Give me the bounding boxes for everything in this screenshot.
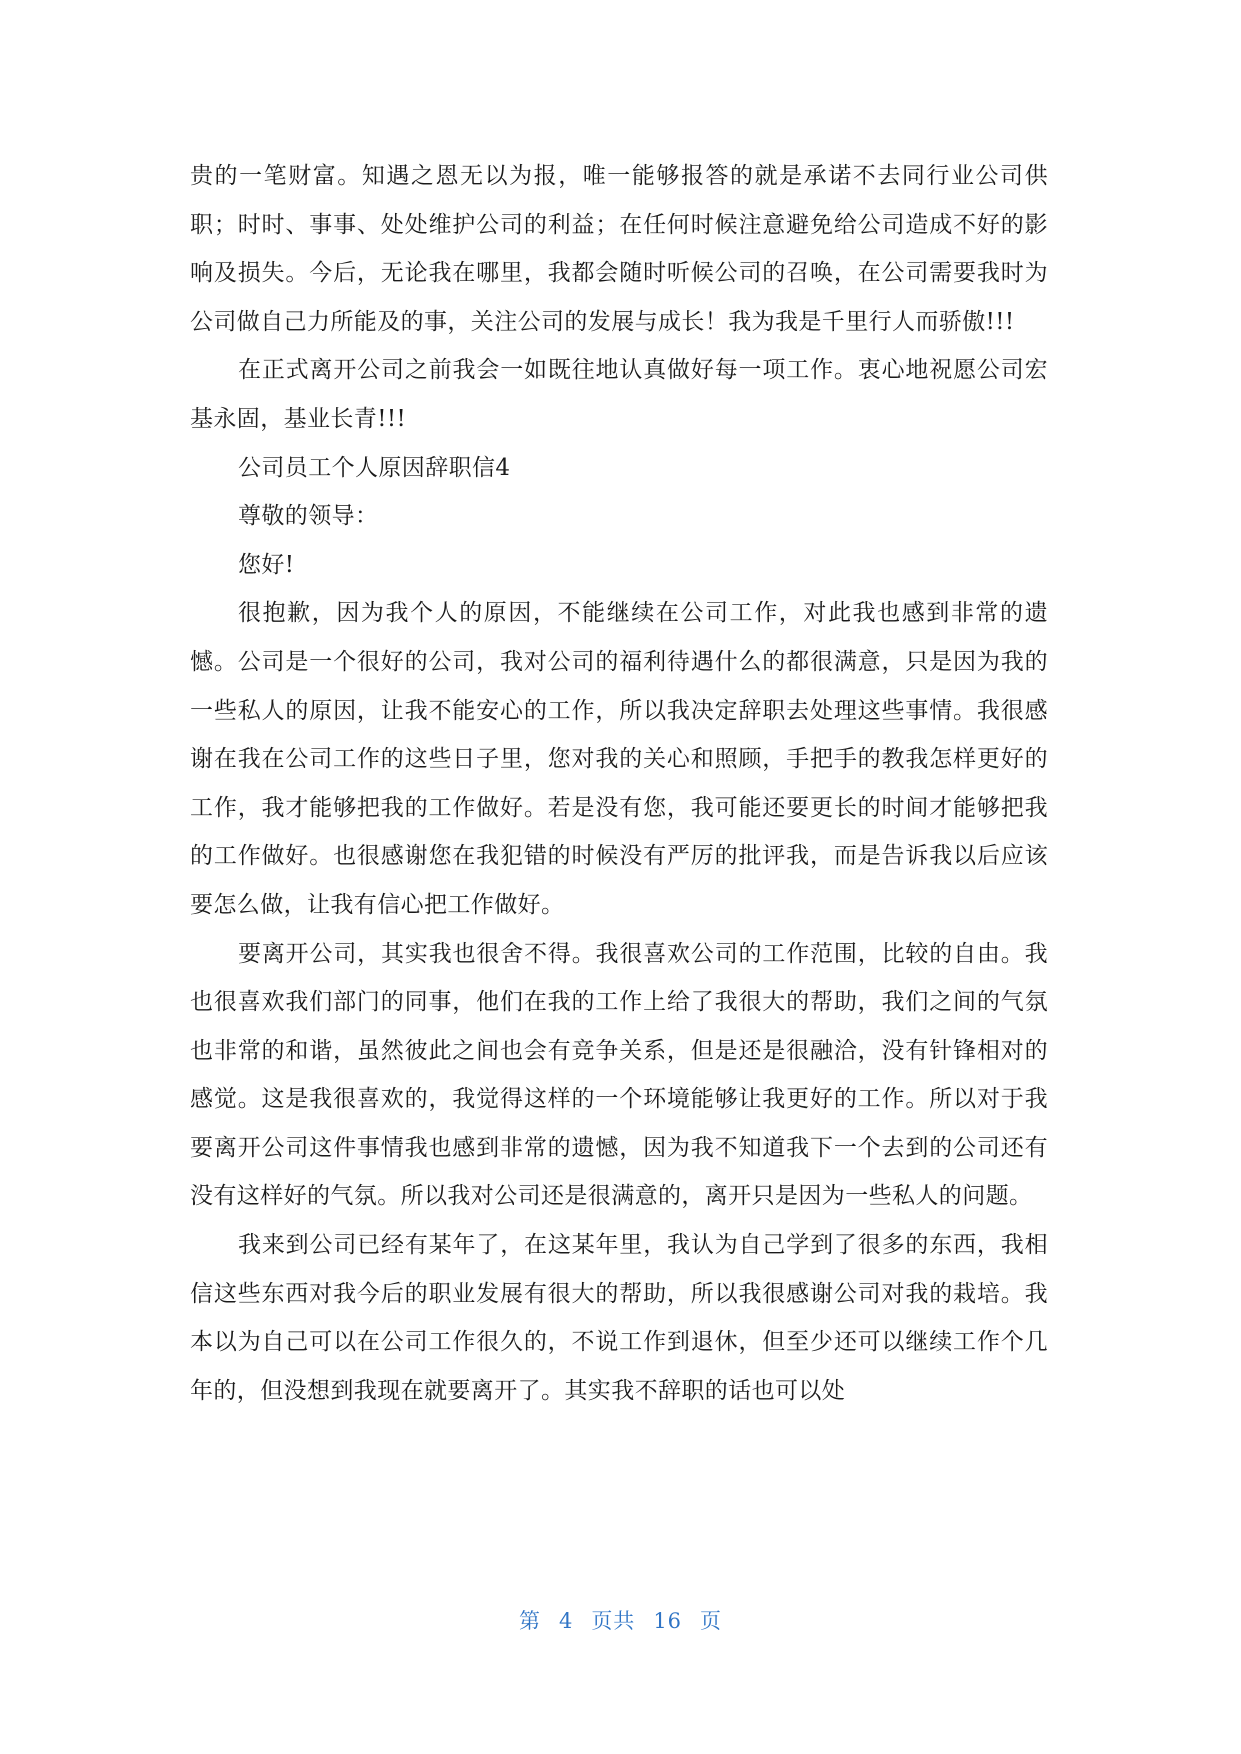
letter-heading: 公司员工个人原因辞职信4 [238,454,511,481]
document-body [190,152,1048,1415]
footer-total-pages: 16 [653,1609,683,1633]
paragraph-continued: 贵的一笔财富。知遇之恩无以为报，唯一能够报答的就是承诺不去同行业公司供职；时时、事事、处处维护公司的利益；在任何时候注意避免给公司造成不好的影响及损失。今后，无论我在哪里，我都会随时听候公司的召唤，在公司需要我时为公司做自己力所能及的事，关注公司的发展与成长！我为我是千里行人而骄傲!!! [190,163,1048,335]
footer-current-page: 4 [558,1609,574,1633]
footer-suffix: 页 [700,1609,723,1633]
paragraph-gratitude: 我来到公司已经有某年了，在这某年里，我认为自己学到了很多的东西，我相信这些东西对我今后的职业发展有很大的帮助，所以我很感谢公司对我的栽培。我本以为自己可以在公司工作很久的，不说工作到退休，但至少还可以继续工作个几年的，但没想到我现在就要离开了。其实我不辞职的话也可以处 [190,1232,1048,1404]
page-footer [0,1605,1241,1635]
paragraph-reluctance: 要离开公司，其实我也很舍不得。我很喜欢公司的工作范围，比较的自由。我也很喜欢我们部门的同事，他们在我的工作上给了我很大的帮助，我们之间的气氛也非常的和谐，虽然彼此之间也会有竞争关系，但是还是很融洽，没有针锋相对的感觉。这是我很喜欢的，我觉得这样的一个环境能够让我更好的工作。所以对于我要离开公司这件事情我也感到非常的遗憾，因为我不知道我下一个去到的公司还有没有这样好的气氛。所以我对公司还是很满意的，离开只是因为一些私人的问题。 [190,940,1048,1210]
paragraph-closing: 在正式离开公司之前我会一如既往地认真做好每一项工作。衷心地祝愿公司宏基永固，基业长青!!! [190,357,1048,432]
greeting: 您好! [238,551,295,578]
paragraph-apology: 很抱歉，因为我个人的原因，不能继续在公司工作，对此我也感到非常的遗憾。公司是一个很好的公司，我对公司的福利待遇什么的都很满意，只是因为我的一些私人的原因，让我不能安心的工作，所以我决定辞职去处理这些事情。我很感谢在我在公司工作的这些日子里，您对我的关心和照顾，手把手的教我怎样更好的工作，我才能够把我的工作做好。若是没有您，我可能还要更长的时间才能够把我的工作做好。也很感谢您在我犯错的时候没有严厉的批评我，而是告诉我以后应该要怎么做，让我有信心把工作做好。 [190,600,1048,918]
footer-middle: 页共 [591,1609,636,1633]
footer-prefix: 第 [518,1609,541,1633]
salutation: 尊敬的领导： [238,503,379,530]
